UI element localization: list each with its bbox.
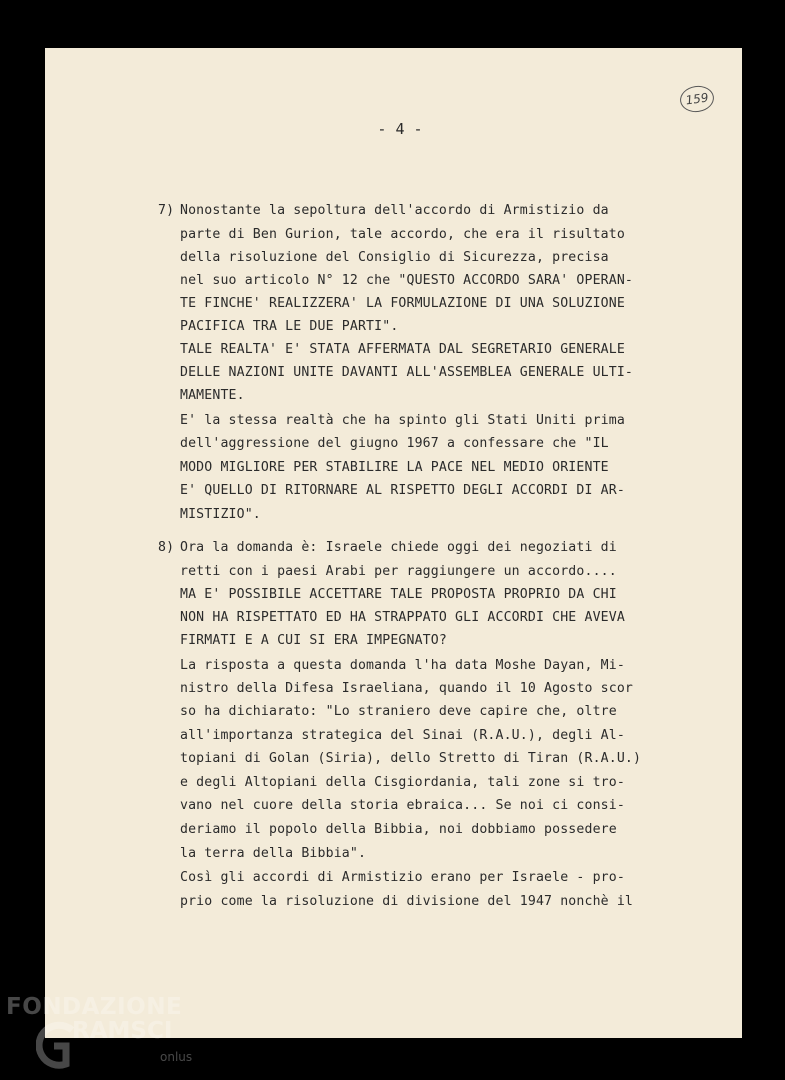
archive-number-stamp: 159 — [678, 84, 715, 114]
section-marker-7: 7) — [158, 203, 175, 218]
text-line: TE FINCHE' REALIZZERA' LA FORMULAZIONE DI UNA SOLUZIONE — [180, 296, 625, 311]
text-line: nistro della Difesa Israeliana, quando il 10 Agosto scor — [180, 681, 634, 696]
text-line: parte di Ben Gurion, tale accordo, che era il risultato — [180, 227, 625, 242]
section-marker-8: 8) — [158, 540, 175, 555]
text-line: E' QUELLO DI RITORNARE AL RISPETTO DEGLI ACCORDI DI AR- — [180, 483, 625, 498]
text-line: MISTIZIO". — [180, 507, 261, 522]
text-line: so ha dichiarato: "Lo straniero deve capire che, oltre — [180, 704, 617, 719]
page-number: - 4 - — [377, 120, 423, 138]
text-line: dell'aggressione del giugno 1967 a confessare che "IL — [180, 436, 609, 451]
text-line: Ora la domanda è: Israele chiede oggi dei negoziati di — [180, 540, 617, 555]
text-line: TALE REALTA' E' STATA AFFERMATA DAL SEGRETARIO GENERALE — [180, 342, 625, 357]
text-line: Nonostante la sepoltura dell'accordo di Armistizio da — [180, 203, 609, 218]
text-line: FIRMATI E A CUI SI ERA IMPEGNATO? — [180, 633, 447, 648]
watermark-line2: RAMSCI — [72, 1018, 173, 1044]
text-line: prio come la risoluzione di divisione del 1947 nonchè il — [180, 894, 634, 909]
text-line: topiani di Golan (Siria), dello Stretto di Tiran (R.A.U.) — [180, 751, 642, 766]
text-line: E' la stessa realtà che ha spinto gli Stati Uniti prima — [180, 413, 625, 428]
gramsci-g-logo-icon — [36, 1016, 76, 1076]
text-line: all'importanza strategica del Sinai (R.A.U.), degli Al- — [180, 728, 625, 743]
text-line: NON HA RISPETTATO ED HA STRAPPATO GLI ACCORDI CHE AVEVA — [180, 610, 625, 625]
text-line: nel suo articolo N° 12 che "QUESTO ACCORDO SARA' OPERAN- — [180, 273, 634, 288]
text-line: MAMENTE. — [180, 388, 245, 403]
text-line: DELLE NAZIONI UNITE DAVANTI ALL'ASSEMBLEA GENERALE ULTI- — [180, 365, 634, 380]
text-line: MA E' POSSIBILE ACCETTARE TALE PROPOSTA PROPRIO DA CHI — [180, 587, 617, 602]
text-line: MODO MIGLIORE PER STABILIRE LA PACE NEL MEDIO ORIENTE — [180, 460, 609, 475]
text-line: la terra della Bibbia". — [180, 846, 367, 861]
text-line: La risposta a questa domanda l'ha data Moshe Dayan, Mi- — [180, 658, 625, 673]
text-line: PACIFICA TRA LE DUE PARTI". — [180, 319, 399, 334]
text-line: vano nel cuore della storia ebraica... Se noi ci consi- — [180, 798, 625, 813]
text-line: deriamo il popolo della Bibbia, noi dobbiamo possedere — [180, 822, 617, 837]
watermark-line1: FONDAZIONE — [6, 994, 183, 1020]
text-line: retti con i paesi Arabi per raggiungere un accordo.... — [180, 564, 617, 579]
text-line: e degli Altopiani della Cisgiordania, tali zone si tro- — [180, 775, 625, 790]
text-line: Così gli accordi di Armistizio erano per Israele - pro- — [180, 870, 625, 885]
watermark-onlus: onlus — [160, 1050, 193, 1064]
text-line: della risoluzione del Consiglio di Sicurezza, precisa — [180, 250, 609, 265]
fondazione-gramsci-watermark — [0, 992, 200, 1080]
